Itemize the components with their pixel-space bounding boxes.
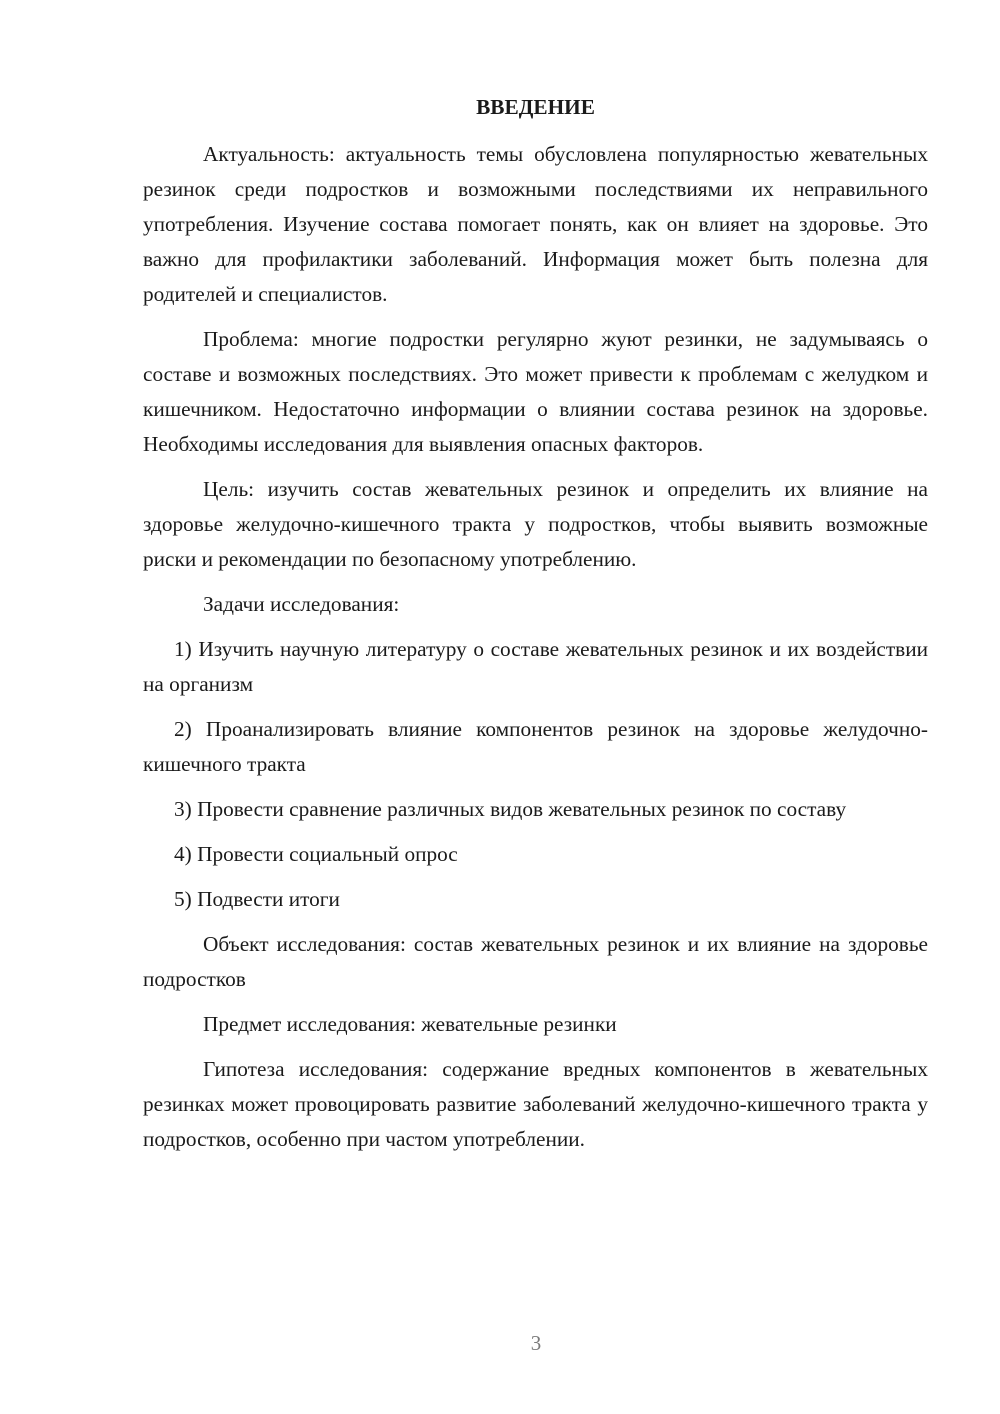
paragraph-subject: Предмет исследования: жевательные резинки xyxy=(203,1012,617,1036)
paragraph-actuality: Актуальность: актуальность темы обусловлена популярностью жевательных резинок среди подростков и возможными последствиями их неправильного употребления. Изучение состава помогает понять, как он влияет на здоровье. Это важно для профилактики заболеваний. Информация может быть полезна для родителей и специалистов. xyxy=(143,142,928,306)
section-title: ВВЕДЕНИЕ xyxy=(476,95,595,119)
task-item: 4) Провести социальный опрос xyxy=(174,842,458,866)
task-item: 1) Изучить научную литературу о составе жевательных резинок и их воздействии на организм xyxy=(143,637,928,696)
task-item: 2) Проанализировать влияние компонентов резинок на здоровье желудочно-кишечного тракта xyxy=(143,717,928,776)
paragraph-problem: Проблема: многие подростки регулярно жуют резинки, не задумываясь о составе и возможных последствиях. Это может привести к проблемам с желудком и кишечником. Недостаточно информации о влиянии состава резинок на здоровье. Необходимы исследования для выявления опасных факторов. xyxy=(143,327,928,456)
task-item: 5) Подвести итоги xyxy=(174,887,340,911)
paragraph-hypothesis: Гипотеза исследования: содержание вредных компонентов в жевательных резинках может провоцировать развитие заболеваний желудочно-кишечного тракта у подростков, особенно при частом употреблении. xyxy=(143,1057,928,1151)
paragraph-goal: Цель: изучить состав жевательных резинок и определить их влияние на здоровье желудочно-кишечного тракта у подростков, чтобы выявить возможные риски и рекомендации по безопасному употреблению. xyxy=(143,477,928,571)
task-item: 3) Провести сравнение различных видов жевательных резинок по составу xyxy=(174,797,847,821)
paragraph-object: Объект исследования: состав жевательных резинок и их влияние на здоровье подростков xyxy=(143,932,928,991)
tasks-heading: Задачи исследования: xyxy=(203,592,400,616)
page-number: 3 xyxy=(530,1331,542,1355)
document-body xyxy=(143,90,928,1157)
